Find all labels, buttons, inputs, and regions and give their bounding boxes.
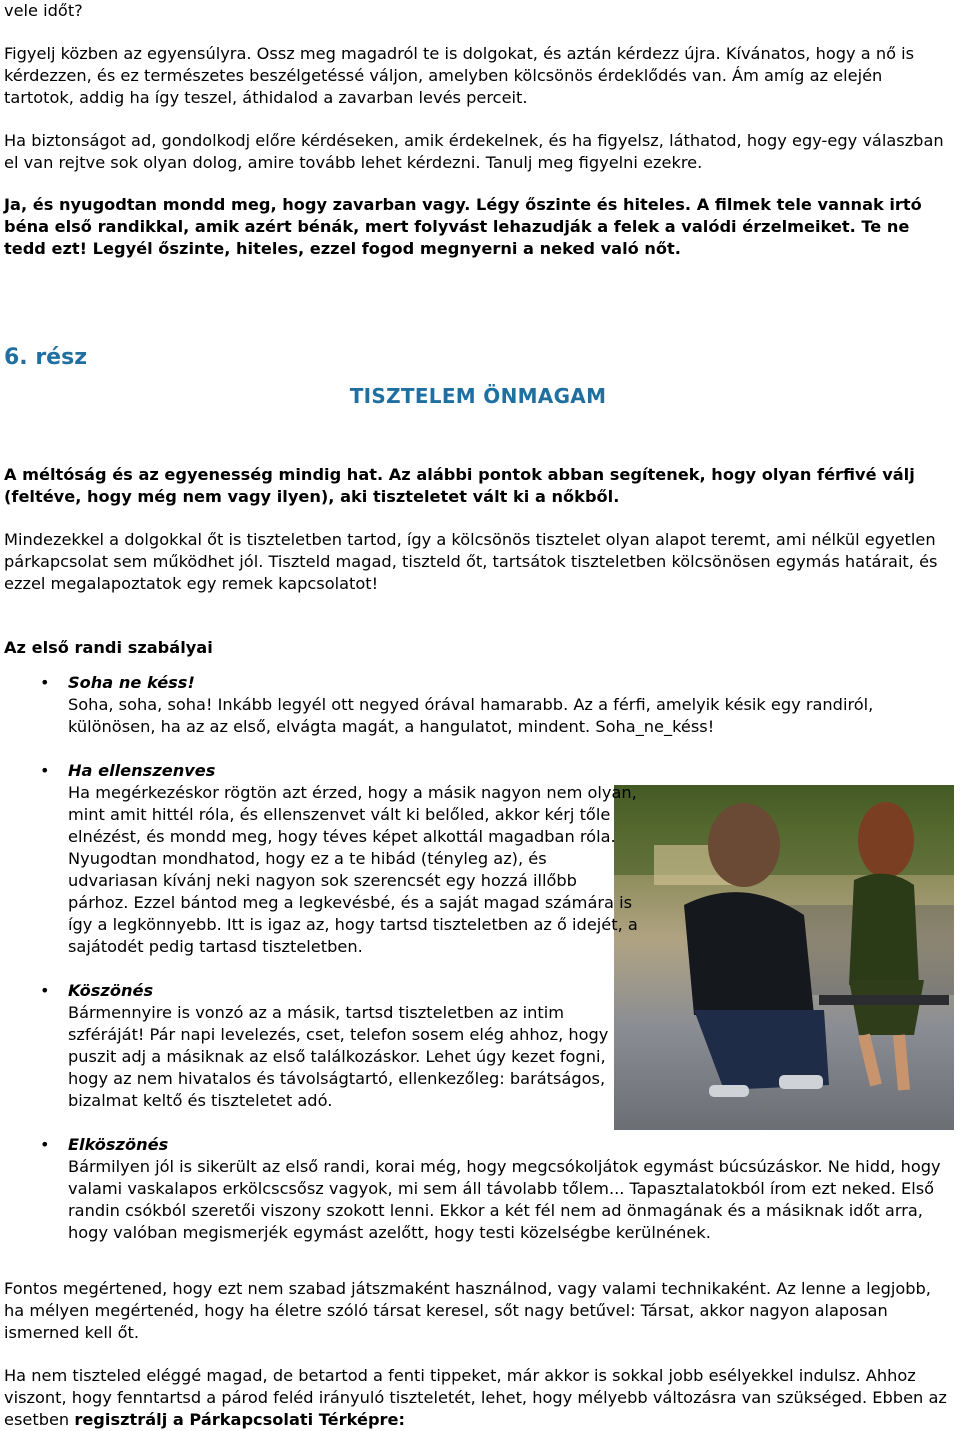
intro-paragraph-2: Ha biztonságot ad, gondolkodj előre kérdéseken, amik érdekelnek, és ha figyelsz, láthatod, hogy egy-egy válaszban el van rejtve sok olyan dolog, amire tovább lehet kérdezni. Tanulj meg figyelni ezekre. bbox=[4, 131, 944, 172]
rule-item-4 bbox=[0, 1134, 952, 1244]
body-paragraph-4: A méltóság és az egyenesség mindig hat. Az alábbi pontok abban segítenek, hogy olyan férfivé válj (feltéve, hogy még nem vagy ilyen), aki tiszteletet vált ki a nőkből. bbox=[4, 465, 915, 506]
section-title: TISZTELEM ÖNMAGAM bbox=[349, 384, 607, 408]
closing-paragraph-7-text: Ha nem tiszteled eléggé magad, de betartod a fenti tippeket, már akkor is sokkal jobb esélyekkel indulsz. Ahhoz viszont, hogy fenntartsd a párod feléd irányuló tiszteletét, lehet, hogy mélyebb változásra van szükséged. Ebben az esetben bbox=[4, 1366, 947, 1429]
closing-paragraph-7 bbox=[0, 1365, 957, 1431]
register-link[interactable]: regisztrálj a Párkapcsolati Térképre: bbox=[74, 1410, 405, 1429]
bullet-icon: • bbox=[40, 761, 50, 780]
rule-title-1: Soha ne késs! bbox=[68, 673, 195, 692]
intro-paragraph-3: Ja, és nyugodtan mondd meg, hogy zavarban vagy. Légy őszinte és hiteles. A filmek tele vannak irtó béna első randikkal, amik azért bénák, mert folyvást lehazudják a felek a valódi érzelmeiket. Te ne tedd ezt! Legyél őszinte, hiteles, ezzel fogod megnyerni a neked való nőt. bbox=[4, 195, 922, 258]
body-paragraph-5: Mindezekkel a dolgokkal őt is tiszteletben tartod, így a kölcsönös tisztelet olyan alapot teremt, ami nélkül egyetlen párkapcsolat sem működhet jól. Tiszteld magad, tiszteld őt, tartsátok tiszteletben kölcsönösen egymás határait, és ezzel megalapoztatok egy remek kapcsolatot! bbox=[4, 530, 938, 593]
rule-item-3 bbox=[0, 980, 952, 1112]
rule-title-4: Elköszönés bbox=[68, 1135, 169, 1154]
rule-title-2: Ha ellenszenves bbox=[68, 761, 216, 780]
rule-text-2: Ha megérkezéskor rögtön azt érzed, hogy a másik nagyon nem olyan, mint amit hittél róla, és ellenszenvet vált ki belőled, akkor kérj tőle elnézést, és mondd meg, hogy téves képet alkottál magadban róla. Nyugodtan mondhatod, hogy ez a te hibád (tényleg az), és udvariasan kívánj neki nagyon sok szerencsét egy hozzá illőbb párhoz. Ezzel bántod meg a legkevésbé, és a saját magad számára is így a legkönnyebb. Itt is igaz az, hogy tartsd tiszteletben az ő idejét, a sajátodét pedig tartasd tiszteletben. bbox=[68, 783, 638, 956]
section-number: 6. rész bbox=[4, 345, 87, 370]
bullet-icon: • bbox=[40, 981, 50, 1000]
rules-heading: Az első randi szabályai bbox=[4, 638, 213, 657]
rule-text-3: Bármennyire is vonzó az a másik, tartsd tiszteletben az intim szféráját! Pár napi levelezés, cset, telefon sosem elég ahhoz, hogy puszit adj a másiknak az első találkozáskor. Lehet úgy kezet fogni, hogy az nem hivatalos és távolságtartó, ellenkezőleg: barátságos, bizalmat keltő és tiszteletet adó. bbox=[68, 1003, 609, 1110]
intro-top-line: vele időt? bbox=[4, 1, 83, 20]
rule-text-1: Soha, soha, soha! Inkább legyél ott negyed órával hamarabb. Az a férfi, amelyik késik egy randiról, különösen, ha az az első, elvágta magát, a hangulatot, mindent. Soha_ne_késs! bbox=[68, 695, 874, 736]
rule-item-1 bbox=[0, 672, 952, 738]
bullet-icon: • bbox=[40, 1135, 50, 1154]
rule-text-4: Bármilyen jól is sikerült az első randi, korai még, hogy megcsókoljátok egymást búcsúzáskor. Ne hidd, hogy valami vaskalapos erkölcscsősz vagyok, mi sem áll távolabb tőlem... Tapasztalatokból írom ezt neked. Első randin csókból szeretői viszony szokott lenni. Ekkor a két fél nem ad önmagának és a másiknak időt arra, hogy valóban megismerjék egymást azelőtt, hogy testi közelségbe kerülnének. bbox=[68, 1157, 941, 1242]
rule-title-3: Köszönés bbox=[68, 981, 154, 1000]
bullet-icon: • bbox=[40, 673, 50, 692]
rules-list bbox=[0, 672, 952, 1244]
closing-paragraph-6: Fontos megértened, hogy ezt nem szabad játszmaként használnod, vagy valami technikaként. Az lenne a legjobb, ha mélyen megértenéd, hogy ha életre szóló társat keresel, sőt nagy betűvel: Társat, akkor nagyon alaposan ismerned kell őt. bbox=[4, 1279, 931, 1342]
rule-item-2 bbox=[0, 760, 952, 958]
intro-paragraph-1: Figyelj közben az egyensúlyra. Ossz meg magadról te is dolgokat, és aztán kérdezz újra. Kívánatos, hogy a nő is kérdezzen, és ez természetes beszélgetéssé váljon, amelyben kölcsönös érdeklődés van. Ám amíg az elején tartotok, addig ha így teszel, áthidalod a zavarban levés perceit. bbox=[4, 44, 915, 107]
